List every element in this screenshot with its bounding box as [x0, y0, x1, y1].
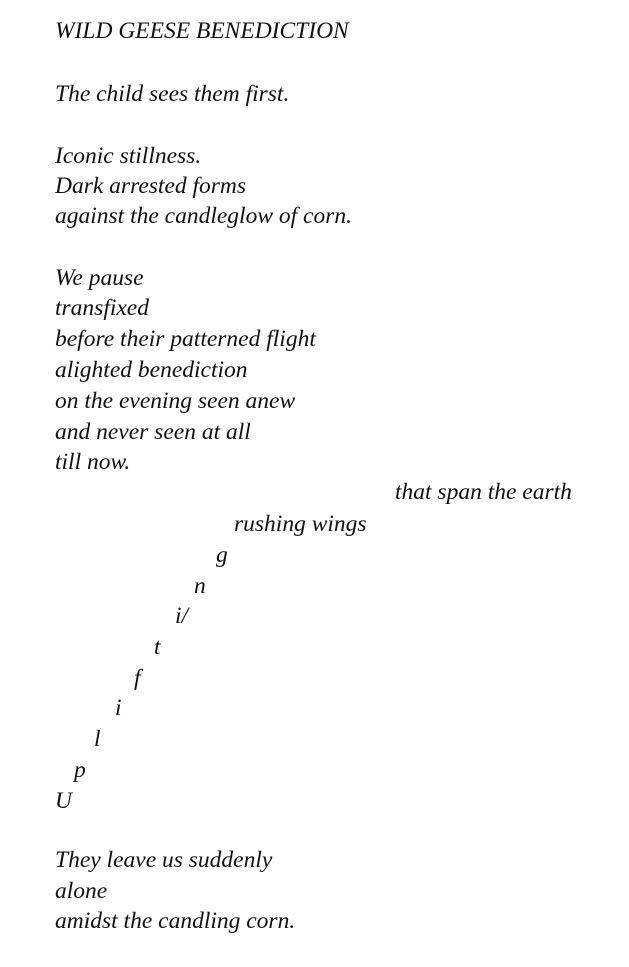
stanza3-line5: on the evening seen anew	[55, 388, 296, 414]
stanza4-line3: amidst the candling corn.	[55, 908, 296, 934]
diagonal-letter: i/	[175, 603, 189, 629]
stanza3-line2: transfixed	[55, 295, 149, 321]
diagonal-letter: l	[94, 726, 101, 752]
diagonal-letter: t	[154, 634, 161, 660]
stanza3-line1: We pause	[55, 265, 144, 291]
stanza3-line6: and never seen at all	[55, 419, 251, 445]
diagonal-letter: g	[216, 542, 228, 568]
diagonal-line2: rushing wings	[234, 511, 367, 537]
diagonal-letter: p	[74, 757, 86, 783]
diagonal-letter: n	[194, 573, 206, 599]
stanza2-line1: Iconic stillness.	[55, 143, 202, 169]
diagonal-letter: i	[115, 695, 122, 721]
poem-title: WILD GEESE BENEDICTION	[55, 18, 349, 44]
stanza2-line3: against the candleglow of corn.	[55, 203, 352, 229]
stanza2-line2: Dark arrested forms	[55, 173, 247, 199]
diagonal-letter: f	[134, 665, 141, 691]
diagonal-line1: that span the earth	[395, 479, 572, 505]
diagonal-letter: U	[55, 788, 72, 814]
stanza4-line2: alone	[55, 878, 108, 904]
stanza3-line3: before their patterned flight	[55, 326, 316, 352]
stanza1-line1: The child sees them first.	[55, 81, 290, 107]
stanza3-line4: alighted benediction	[55, 357, 248, 383]
stanza4-line1: They leave us suddenly	[55, 847, 273, 873]
stanza3-line7: till now.	[55, 449, 131, 475]
